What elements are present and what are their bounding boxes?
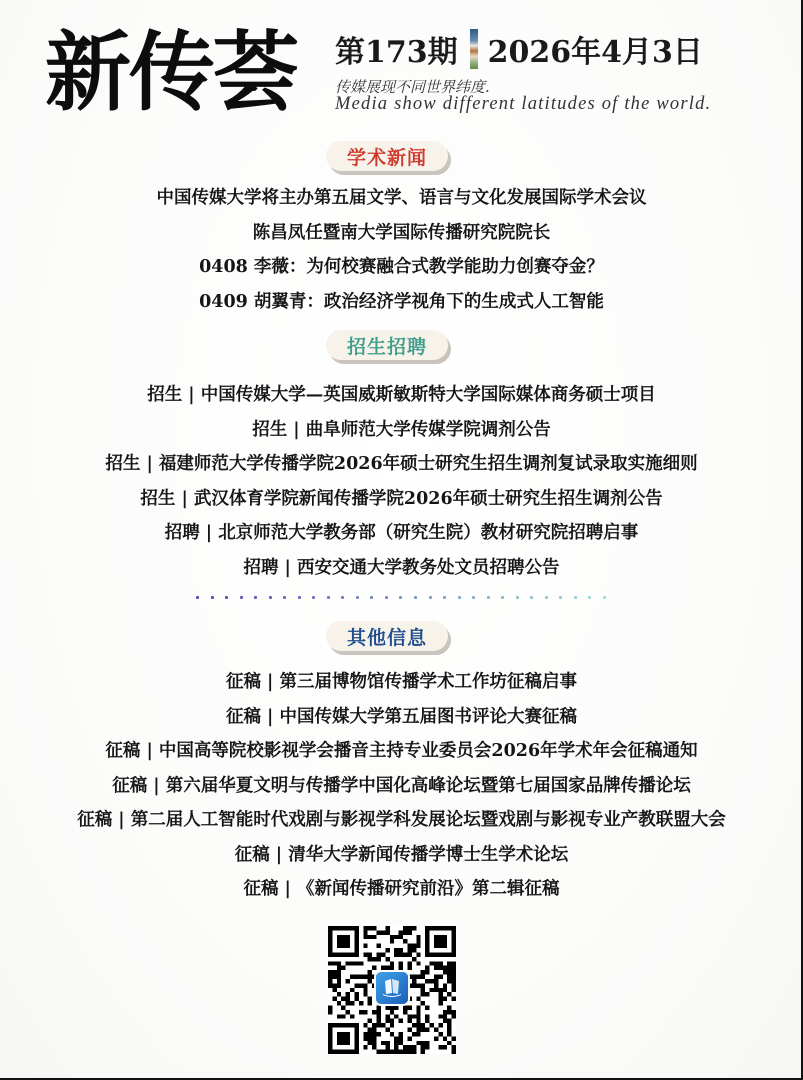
academic-news-list [0, 181, 803, 319]
list-item[interactable] [0, 551, 803, 586]
admission-link[interactable]: 招生 | 武汉体育学院新闻传播学院2026年硕士研究生招生调剂公告 [140, 488, 663, 509]
list-item[interactable] [0, 216, 803, 251]
news-link[interactable]: 中国传媒大学将主办第五届文学、语言与文化发展国际学术会议 [156, 188, 647, 208]
issue-number: 第173期 [335, 35, 458, 70]
dotted-divider [196, 596, 606, 600]
list-item[interactable] [0, 734, 803, 769]
list-item[interactable] [0, 285, 803, 320]
section-badge-other-info: 其他信息 [326, 621, 448, 651]
section-badge-academic-news: 学术新闻 [326, 141, 448, 171]
list-item[interactable] [0, 516, 803, 551]
admission-link[interactable]: 招生 | 中国传媒大学—英国威斯敏斯特大学国际媒体商务硕士项目 [147, 385, 656, 405]
list-item[interactable] [0, 872, 803, 907]
call-for-papers-link[interactable]: 征稿 | 第六届华夏文明与传播学中国化高峰论坛暨第七届国家品牌传播论坛 [112, 775, 691, 796]
issue-date: 2026年4月3日 [487, 35, 703, 70]
list-item[interactable] [0, 447, 803, 482]
admission-link[interactable]: 招生 | 福建师范大学传播学院2026年硕士研究生招生调剂复试录取实施细则 [105, 454, 698, 474]
admissions-list [0, 378, 803, 585]
news-link[interactable]: 0408 李薇：为何校赛融合式教学能助力创赛夺金？ [199, 257, 604, 277]
section-badge-admissions-recruitment: 招生招聘 [326, 330, 448, 360]
call-for-papers-link[interactable]: 征稿 | 第三届博物馆传播学术工作坊征稿启事 [225, 672, 578, 692]
masthead-title: 新传荟 [45, 22, 297, 123]
issue-info [335, 26, 703, 72]
list-item[interactable] [0, 769, 803, 804]
news-link[interactable]: 陈昌凤任暨南大学国际传播研究院院长 [252, 222, 551, 243]
call-for-papers-link[interactable]: 征稿 | 第二届人工智能时代戏剧与影视学科发展论坛暨戏剧与影视专业产教联盟大会 [77, 810, 726, 830]
recruitment-link[interactable]: 招聘 | 西安交通大学教务处文员招聘公告 [243, 557, 560, 578]
list-item[interactable] [0, 181, 803, 216]
other-info-list [0, 665, 803, 907]
call-for-papers-link[interactable]: 征稿 | 中国传媒大学第五届图书评论大赛征稿 [225, 706, 578, 727]
color-separator-icon [470, 29, 478, 69]
list-item[interactable] [0, 413, 803, 448]
list-item[interactable] [0, 803, 803, 838]
tagline-chinese: 传媒展现不同世界纬度. [335, 78, 490, 96]
list-item[interactable] [0, 665, 803, 700]
call-for-papers-link[interactable]: 征稿 | 清华大学新闻传播学博士生学术论坛 [234, 844, 569, 865]
list-item[interactable] [0, 482, 803, 517]
tagline-english: Media show different latitudes of the world. [335, 94, 712, 114]
news-link[interactable]: 0409 胡翼青：政治经济学视角下的生成式人工智能 [199, 291, 604, 312]
list-item[interactable] [0, 838, 803, 873]
list-item[interactable] [0, 250, 803, 285]
list-item[interactable] [0, 700, 803, 735]
call-for-papers-link[interactable]: 征稿 | 《新闻传播研究前沿》第二辑征稿 [243, 879, 560, 899]
book-logo-icon [376, 972, 408, 1004]
qr-code-icon[interactable] [328, 926, 456, 1054]
recruitment-link[interactable]: 招聘 | 北京师范大学教务部（研究生院）教材研究院招聘启事 [164, 523, 639, 543]
admission-link[interactable]: 招生 | 曲阜师范大学传媒学院调剂公告 [252, 419, 551, 440]
call-for-papers-link[interactable]: 征稿 | 中国高等院校影视学会播音主持专业委员会2026年学术年会征稿通知 [105, 741, 698, 761]
list-item[interactable] [0, 378, 803, 413]
